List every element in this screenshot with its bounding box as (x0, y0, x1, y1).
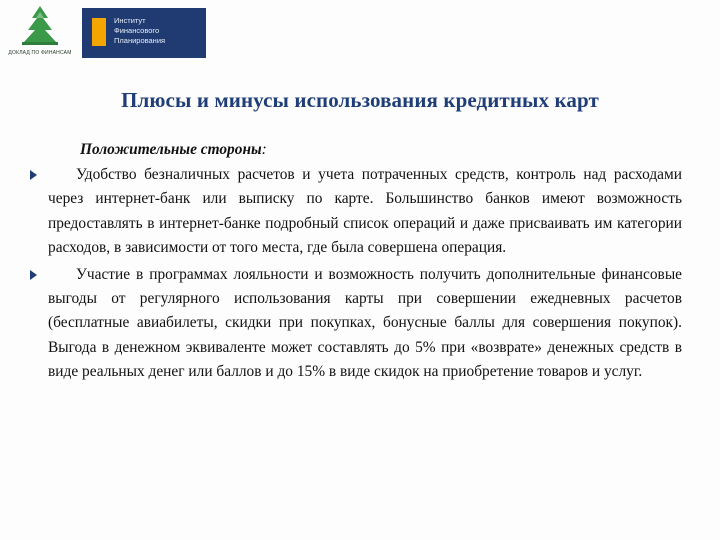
bullet-item-1 (48, 163, 682, 260)
triangle-bullet-icon (30, 270, 37, 280)
institute-logo (82, 8, 206, 58)
logo-line-2: Финансового (114, 26, 160, 35)
tree-logo (6, 4, 74, 60)
logo-line-3: Планирования (114, 36, 166, 45)
logo-square (92, 18, 106, 46)
slide-content (48, 138, 682, 387)
bullet-text-1: Удобство безналичных расчетов и учета потраченных средств, контроль над расходами через интернет-банк или выписку по карте. Большинство банков имеют возможность предоставлять в интернет-банке подробный список операций и даже присваивать им категории расходов, в зависимости от того места, где была совершена операция. (48, 166, 682, 256)
logo-line-1: Институт (114, 16, 146, 25)
triangle-bullet-icon (30, 170, 37, 180)
subheading-text: Положительные стороны (80, 141, 262, 158)
bullet-item-2 (48, 263, 682, 384)
slide-title: Плюсы и минусы использования кредитных карт (121, 88, 599, 112)
logo-caption: ДОКЛАД ПО ФИНАНСАМ (8, 50, 72, 56)
subheading (48, 138, 682, 162)
tree-icon (6, 4, 74, 50)
bullet-text-2: Участие в программах лояльности и возможность получить дополнительные финансовые выгоды от регулярного использования карты при совершении ежедневных расчетов (бесплатные авиабилеты, скидки при покупках, бонусные баллы для совершения покупок). Выгода в денежном эквиваленте может составлять до 5% при «возврате» денежных средств в виде реальных денег или баллов и до 15% в виде скидок на приобретение товаров и услуг. (48, 266, 682, 380)
subheading-colon: : (261, 141, 267, 158)
